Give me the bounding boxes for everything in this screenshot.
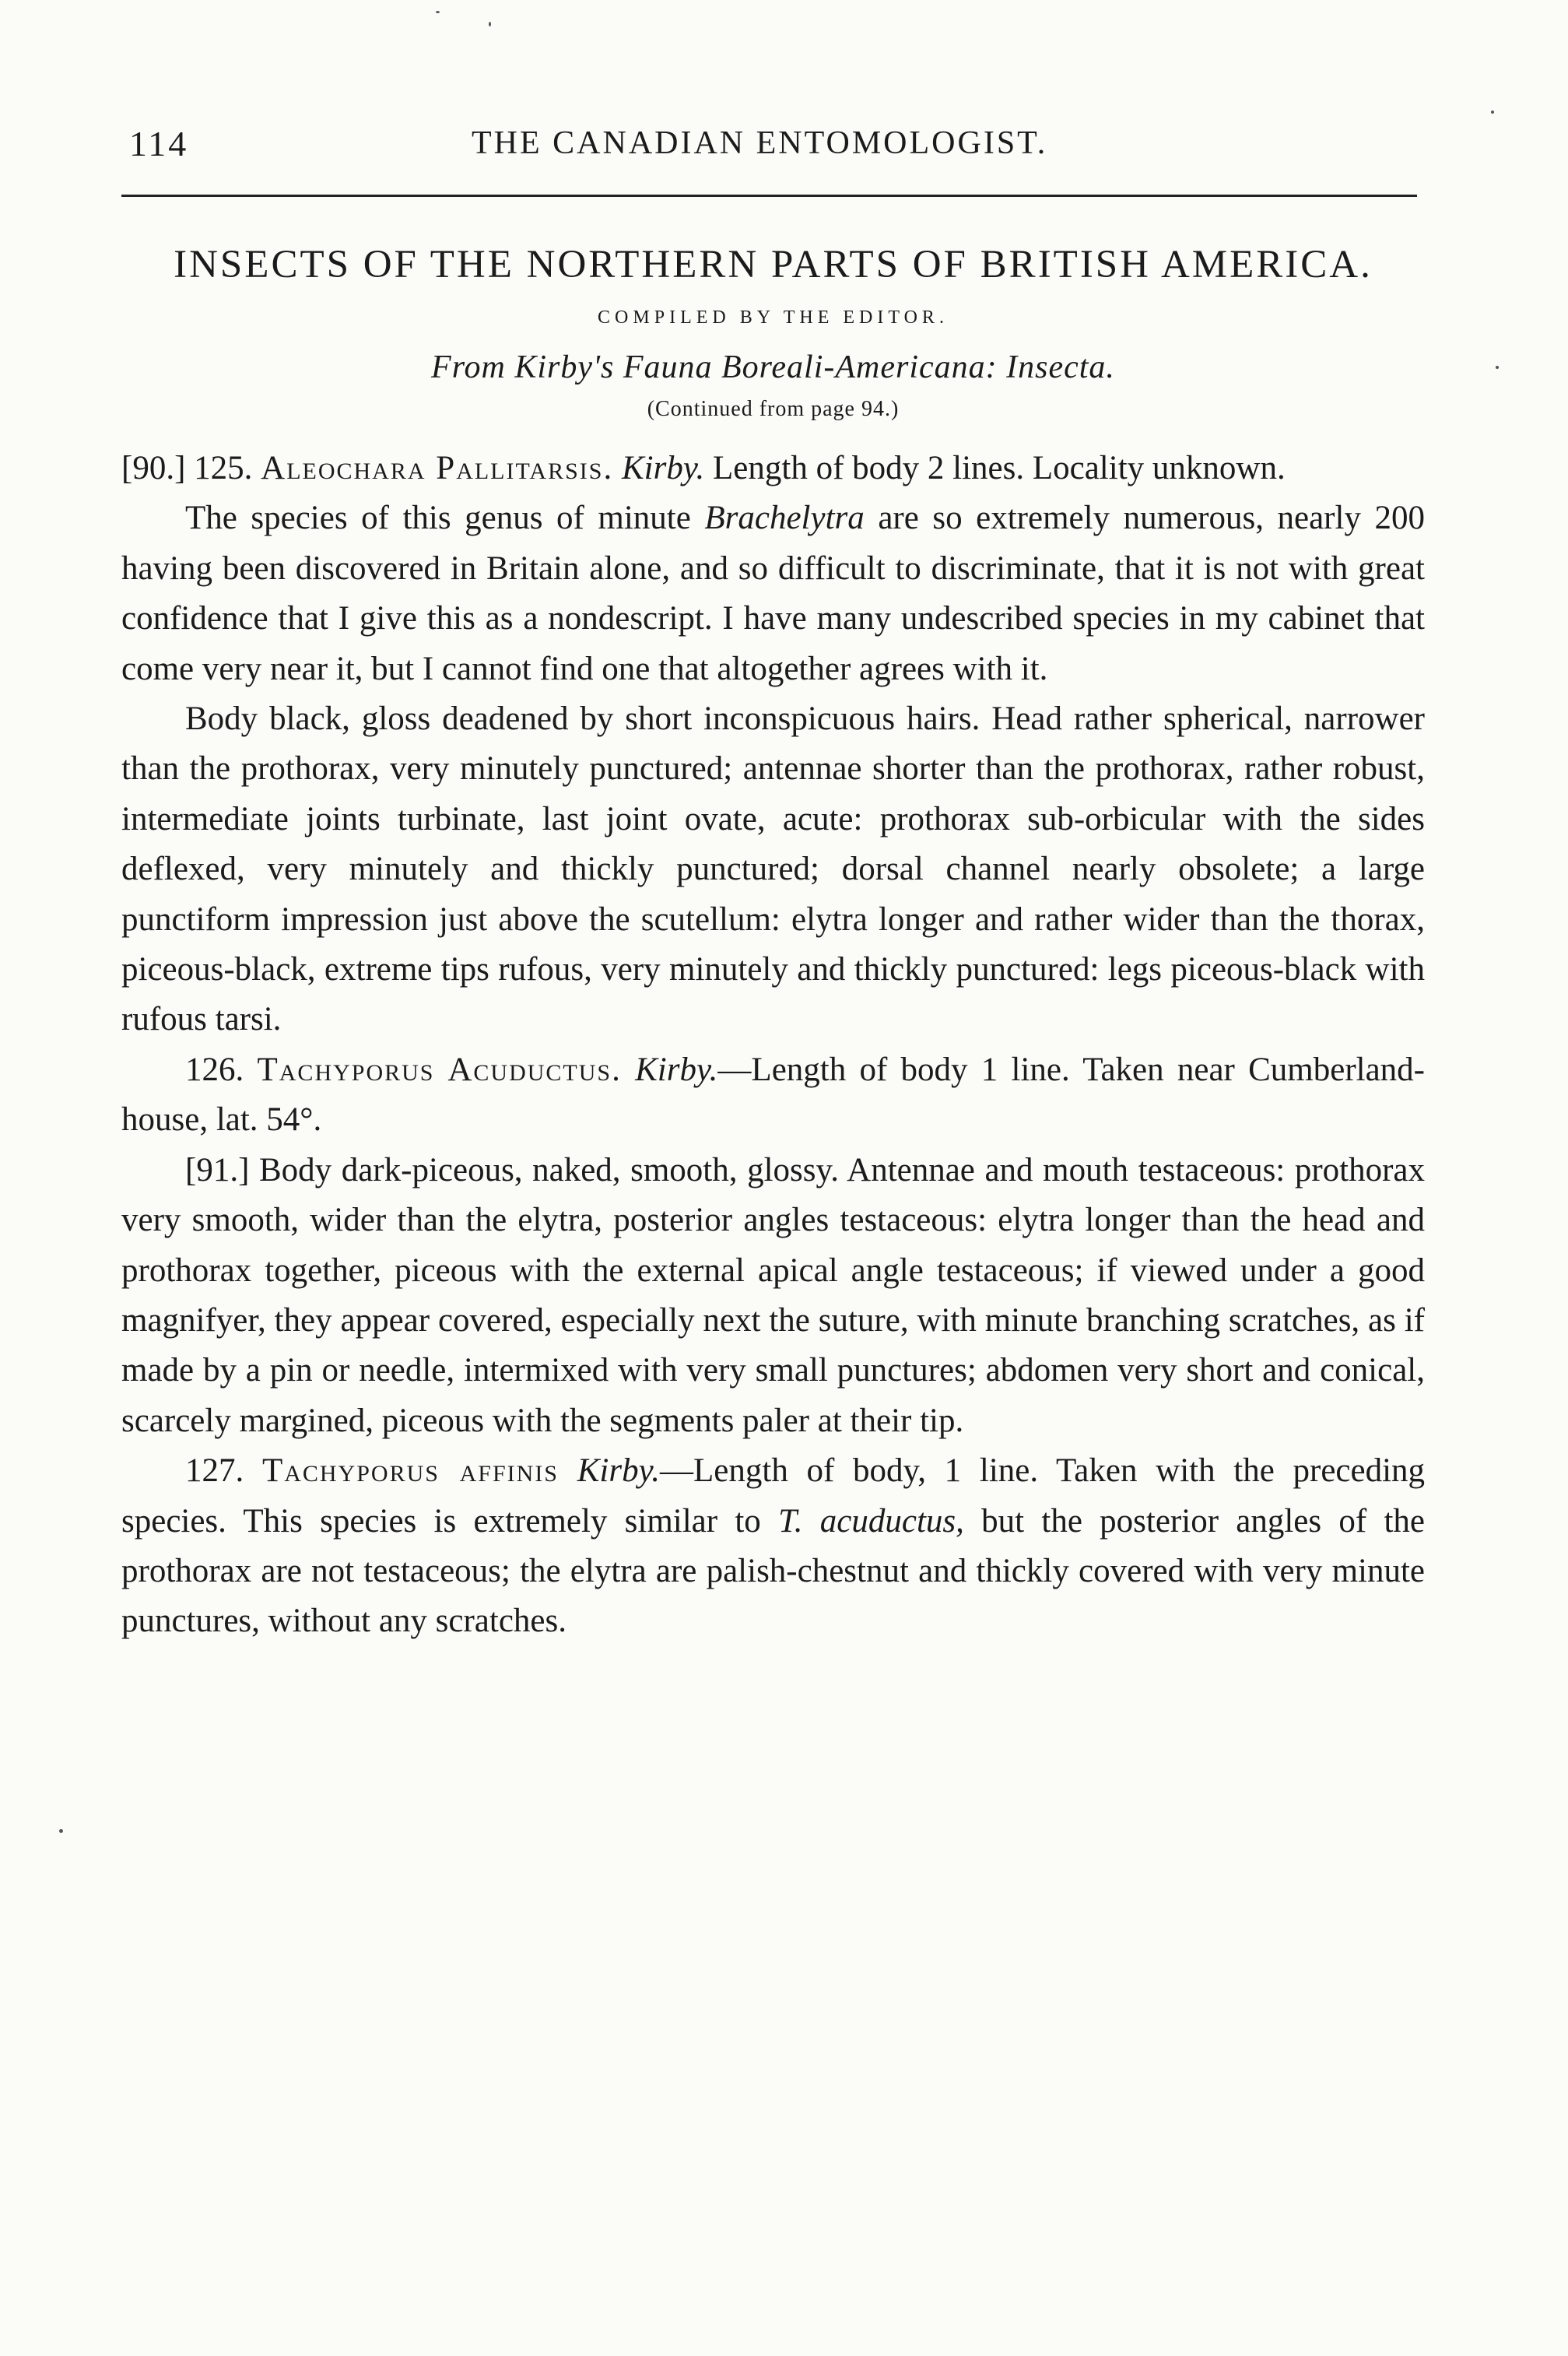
paper-speck [489, 22, 491, 26]
paragraph-species-note [121, 493, 1425, 694]
continued-note: (Continued from page 94.) [647, 397, 900, 421]
entry-number: 126. [185, 1051, 244, 1088]
species-name: Aleochara Pallitarsis. [261, 450, 614, 486]
paper-speck [436, 11, 440, 13]
article-title: INSECTS OF THE NORTHERN PARTS OF BRITISH AMERICA. [174, 243, 1373, 286]
paragraph-text: The species of this genus of minute [185, 500, 705, 537]
header-rule [121, 195, 1417, 197]
section-bracket: [91.] [185, 1151, 250, 1189]
taxon-name: T. acuductus, [778, 1502, 964, 1540]
paper-speck [1491, 111, 1494, 114]
entry-text: Length of body 2 lines. Locality unknown. [713, 450, 1286, 486]
running-head [121, 117, 1425, 171]
entry-text: but the posterior angles of the prothorax are not testaceous; the elytra are palish-chestnut and thickly covered with very minute punctures, without any scratches. [121, 1502, 1426, 1640]
source-line: From Kirby's Fauna Boreali-Americana: Insecta. [431, 349, 1115, 385]
species-name: Tachyporus Acuductus. [257, 1051, 622, 1088]
entry-text: —Length of body, 1 line. Taken with the preceding species. This species is extremely similar to [121, 1452, 1426, 1540]
entry-127 [121, 1446, 1425, 1647]
document-page [121, 117, 1425, 1647]
entry-number: 127. [185, 1452, 244, 1490]
entry-125 [121, 444, 1425, 493]
journal-title: THE CANADIAN ENTOMOLOGIST. [472, 125, 1048, 161]
page-number: 114 [129, 124, 189, 163]
article-body [121, 444, 1425, 1647]
section-bracket: [90.] [121, 450, 186, 486]
entry-126 [121, 1045, 1425, 1146]
species-author: Kirby. [621, 450, 705, 486]
paragraph-text: are so extremely numerous, nearly 200 having been discovered in Britain alone, and so difficult to discriminate, that it is not with great confidence that I give this as a nondescript. I have many undescribed species in my cabinet that come very near it, but I cannot find one that altogether agrees with it. [121, 500, 1425, 687]
entry-number: 125. [194, 450, 253, 486]
paragraph-91 [121, 1146, 1425, 1446]
paragraph-description: Body black, gloss deadened by short inconspicuous hairs. Head rather spherical, narrower than the prothorax, very minutely punctured; antennae shorter than the prothorax, rather robust, intermediate joints turbinate, last joint ovate, acute: prothorax sub-orbicular with the sides deflexed, very minutely and thickly punctured; dorsal channel nearly obsolete; a large punctiform impression just above the scutellum: elytra longer and rather wider than the thorax, piceous-black, extreme tips rufous, very minutely and thickly punctured: legs piceous-black with rufous tarsi. [121, 700, 1425, 1038]
species-name: Tachyporus affinis [261, 1452, 559, 1490]
taxon-name: Brachelytra [704, 500, 865, 537]
entry-text: —Length of body 1 line. Taken near Cumberland-house, lat. 54°. [121, 1051, 1425, 1139]
compiled-by-line: COMPILED BY THE EDITOR. [598, 307, 949, 328]
paper-speck [59, 1829, 63, 1833]
paper-speck [1496, 366, 1499, 369]
paragraph-text: Body dark-piceous, naked, smooth, glossy. Antennae and mouth testaceous: prothorax very smooth, wider than the elytra, posterior angles testaceous: elytra longer than the head and prothorax together, piceous with the external apical angle testaceous; if viewed under a good magnifyer, they appear covered, especially next the suture, with minute branching scratches, as if made by a pin or needle, intermixed with very small punctures; abdomen very short and conical, scarcely margined, piceous with the segments paler at their tip. [121, 1151, 1425, 1439]
species-author: Kirby. [577, 1452, 661, 1490]
species-author: Kirby. [635, 1051, 718, 1088]
